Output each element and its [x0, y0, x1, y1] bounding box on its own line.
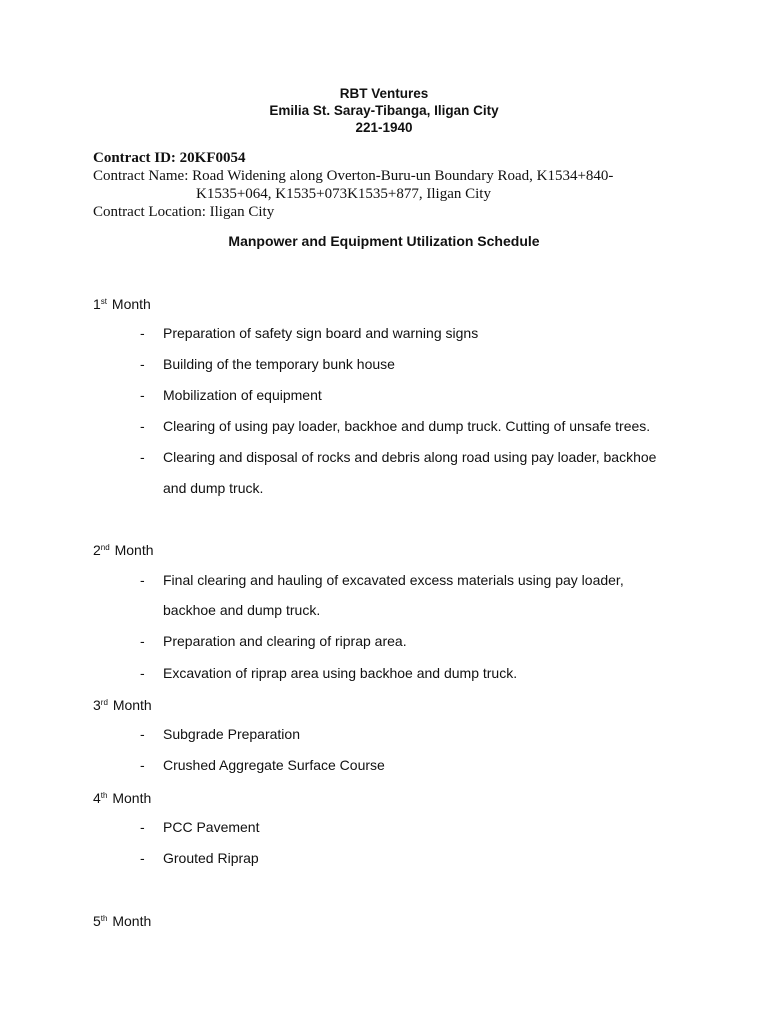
company-address: Emilia St. Saray-Tibanga, Iligan City: [269, 103, 499, 118]
bullet-dash: -: [140, 325, 145, 341]
company-phone: 221-1940: [355, 120, 413, 135]
contract-id: Contract ID: 20KF0054: [93, 150, 246, 166]
contract-name: Contract Name: Road Widening along Overton-Buru-un Boundary Road, K1534+840-: [93, 168, 614, 184]
contract-details: [93, 149, 713, 221]
item-text: Building of the temporary bunk house: [163, 356, 395, 372]
schedule-title: Manpower and Equipment Utilization Schedule: [228, 233, 540, 249]
company-name: RBT Ventures: [339, 86, 429, 101]
month-heading-1: 1st Month: [93, 296, 151, 312]
item-text: Excavation of riprap area using backhoe and dump truck.: [163, 665, 518, 681]
bullet-dash: -: [140, 572, 145, 588]
month-heading-4: 4th Month: [93, 790, 152, 806]
bullet-dash: -: [140, 757, 145, 773]
item-text: PCC Pavement: [163, 819, 260, 835]
bullet-dash: -: [140, 387, 145, 403]
bullet-dash: -: [140, 418, 145, 434]
item-text: Mobilization of equipment: [163, 387, 322, 403]
item-text: backhoe and dump truck.: [163, 602, 321, 618]
bullet-dash: -: [140, 850, 145, 866]
item-text: Final clearing and hauling of excavated excess materials using pay loader,: [163, 572, 624, 588]
month-heading-3: 3rd Month: [93, 697, 152, 713]
contract-location: Contract Location: Iligan City: [93, 204, 275, 220]
contract-name-continued: K1535+064, K1535+073K1535+877, Iligan City: [196, 186, 491, 202]
item-text: Grouted Riprap: [163, 850, 259, 866]
item-text: Subgrade Preparation: [163, 726, 300, 742]
month-heading-5: 5th Month: [93, 913, 152, 929]
bullet-dash: -: [140, 449, 145, 465]
item-text: and dump truck.: [163, 480, 264, 496]
bullet-dash: -: [140, 356, 145, 372]
month-heading-2: 2nd Month: [93, 542, 154, 558]
bullet-dash: -: [140, 726, 145, 742]
bullet-dash: -: [140, 633, 145, 649]
item-text: Clearing of using pay loader, backhoe and dump truck. Cutting of unsafe trees.: [163, 418, 651, 434]
item-text: Clearing and disposal of rocks and debris along road using pay loader, backhoe: [163, 449, 657, 465]
item-text: Crushed Aggregate Surface Course: [163, 757, 385, 773]
item-text: Preparation and clearing of riprap area.: [163, 633, 407, 649]
bullet-dash: -: [140, 819, 145, 835]
item-text: Preparation of safety sign board and warning signs: [163, 325, 479, 341]
bullet-dash: -: [140, 665, 145, 681]
company-header: [0, 85, 768, 136]
